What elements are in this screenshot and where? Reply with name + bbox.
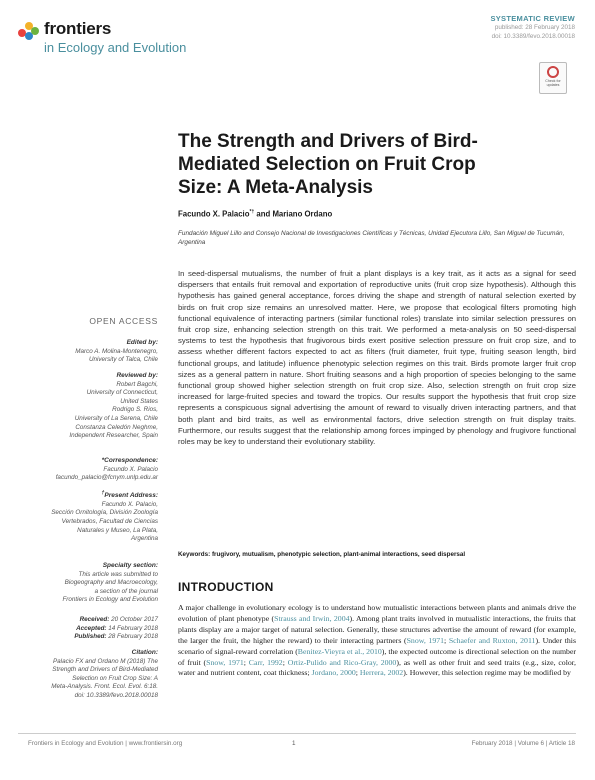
body-text: ), the expected outcome is directional selection on the number of fruit ( (178, 646, 577, 667)
present-address-line: Vertebrados, Facultad de Ciencias (61, 517, 158, 525)
edited-by (24, 339, 158, 365)
present-address-line: Argentina (131, 535, 158, 543)
present-address-mark: † (101, 490, 105, 496)
reviewer-line[interactable]: Robert Bagchi, (116, 380, 158, 388)
brand-name: frontiers (44, 19, 112, 38)
citation-heading: Citation: (131, 649, 158, 656)
abstract: In seed-dispersal mutualisms, the number of fruit a plant displays is a key trait, as it acts as a signal for seed dispersers that entails fruit removal and exportation of reproductive units (fruit crop size hypothesis). Although this hypothesis has gained general acceptance, forces driving the shape and strength of natural selection exerted by birds on fruit crop size remains an unresolved matter. Here, we propose that ecological filters promoting high functional equivalence of interacting partners (similar functional roles) translate into similar selection pressures on fruit crop size, enhancing selection strength on this trait. We performed a meta-analysis on 50 seed-dispersal systems to test the hypothesis that frugivorous birds exert positive selection pressure on fruit crop size, and to assess whether different factors expected to act as filters (fruit diameter, fruit type, fruiting season length, bird functional groups, and latitude) influence phenotypic selection regimes on this trait. Birds promote larger fruit crop sizes as a general pattern in nature. Short fruiting seasons and a high proportion of species belonging to the same functional group showed higher selection strength on fruit crop size. Also, selection strength on fruit crop size increased for large-fruited species and toward the tropics. Our results support the hypothesis that fruit crop size represents a conspicuous signal advertising the amount of reward to visually driven interacting partners, and that both plant and bird traits, as well as environmental factors, drive selection strength on fruit display traits. Furthermore, our results suggest that the relationship among forces impinged by phenology and frugivore functional roles may be key to understand their evolutionary stability. (178, 269, 576, 447)
specialty-line: This article was submitted to (78, 570, 158, 578)
citation-link[interactable]: Benitez-Vieyra et al., 2010 (297, 646, 382, 656)
author-marks: *† (249, 209, 255, 215)
frontiers-logo-icon (18, 22, 40, 44)
journal-name: in Ecology and Evolution (44, 40, 187, 55)
page-number: 1 (292, 740, 296, 747)
keywords-value: frugivory, mutualism, phenotypic selection, plant-animal interactions, seed dispersal (211, 551, 466, 558)
affiliation: Fundación Miguel Lillo and Consejo Nacional de Investigaciones Científicas y Técnicas, Unidad Ejecutora Lillo, San Miguel de Tucumán, Argentina (178, 230, 565, 246)
body-text: ; (282, 657, 288, 667)
history-received: Received: 20 October 2017 (79, 616, 158, 623)
correspondence-name: Facundo X. Palacio (103, 465, 158, 473)
frontiers-logo[interactable] (18, 18, 218, 58)
body-text: ). Under this scenario of signal-reward correlation ( (178, 635, 577, 656)
article-meta (490, 14, 575, 41)
edited-by-heading: Edited by: (126, 339, 158, 346)
section-heading-introduction: INTRODUCTION (178, 580, 274, 594)
doi[interactable]: doi: 10.3389/fevo.2018.00018 (491, 33, 575, 40)
body-text: ). Among plant traits involved in mutualistic interactions, the fruits that plants display are a major target of natural selection. Generally, these structures advertise the amount of reward (for example, the larger the fruit, the higher the reward) to their interacting partners ( (178, 613, 576, 645)
citation-line: Strength and Drivers of Bird-Mediated (52, 666, 158, 674)
author-list (178, 209, 332, 219)
citation-line: Selection on Fruit Crop Size: A (72, 674, 158, 682)
citation-line: Meta-Analysis. Front. Ecol. Evol. 6:18. (51, 683, 158, 691)
body-text: A major challenge in evolutionary ecology is to understand how mutualistic interactions between plants and animals drive the evolution of plant phenotype ( (178, 603, 576, 623)
citation-link[interactable]: Ortiz-Pulido and Rico-Gray, 2000 (287, 657, 397, 667)
body-text: ). However, this selection regime may be modified by (403, 668, 571, 678)
history-published: Published: 28 February 2018 (74, 633, 158, 641)
reviewer-line: University of Connecticut, (86, 389, 158, 397)
citation-link[interactable]: Snow, 1971 (406, 635, 445, 645)
keywords-label: Keywords: (178, 551, 211, 558)
citation-link[interactable]: Strauss and Irwin, 2004 (274, 613, 350, 623)
article-history (24, 616, 158, 642)
keywords (178, 551, 576, 558)
author-name[interactable]: Facundo X. Palacio (178, 209, 250, 219)
footer-journal-url[interactable]: Frontiers in Ecology and Evolution | www.frontiersin.org (28, 740, 183, 747)
footer-divider (18, 733, 576, 734)
body-text: ; (243, 657, 249, 667)
article-type: SYSTEMATIC REVIEW (490, 14, 575, 23)
specialty-heading: Specialty section: (102, 562, 158, 569)
specialty-line: Frontiers in Ecology and Evolution (62, 596, 158, 604)
citation-doi[interactable]: doi: 10.3389/fevo.2018.00018 (74, 691, 158, 699)
citation-link[interactable]: Herrera, 2002 (359, 668, 404, 678)
body-text: ; (355, 668, 360, 678)
citation-line: Palacio FX and Ordano M (2018) The (52, 657, 158, 665)
published-date: published: 28 February 2018 (494, 24, 575, 31)
reviewer-line: United States (120, 397, 158, 405)
reviewer-line[interactable]: Constanza Celedón Neghme, (75, 423, 158, 431)
specialty-line: a section of the journal (94, 587, 158, 595)
present-address-line: Naturales y Museo, La Plata, (77, 526, 158, 534)
open-access-label: OPEN ACCESS (89, 316, 158, 326)
citation-link[interactable]: Jordano, 2000 (311, 668, 356, 678)
author-name[interactable]: Mariano Ordano (272, 209, 333, 219)
citation-link[interactable]: Snow, 1971 (206, 657, 244, 667)
reviewed-by (24, 372, 158, 441)
present-address-heading: Present Address: (104, 492, 158, 500)
specialty-section (24, 562, 158, 605)
article-title: The Strength and Drivers of Bird-Mediated Selection on Fruit Crop Size: A Meta-Analysis (178, 131, 478, 198)
citation-link[interactable]: Schaefer and Ruxton, 2011 (448, 635, 536, 645)
body-text: ), as well as other fruit and seed traits (e.g., size, color, water and nutrient content, coat thickness; (178, 657, 577, 678)
present-address (24, 489, 158, 544)
author-separator: and (254, 209, 273, 219)
check-for-updates-button[interactable] (539, 62, 567, 94)
present-address-line: Facundo X. Palacio, (101, 500, 158, 508)
check-updates-label: Check for updates (545, 79, 561, 87)
reviewer-line[interactable]: Rodrigo S. Rios, (112, 406, 158, 414)
present-address-line: Sección Ornitología, División Zoología (51, 509, 158, 517)
reviewer-line: Independent Researcher, Spain (69, 432, 158, 440)
citation (24, 649, 158, 701)
introduction-paragraph (178, 603, 576, 679)
check-updates-icon (547, 66, 559, 78)
citation-link[interactable]: Carr, 1992 (248, 657, 283, 667)
reviewer-line: University of La Serena, Chile (74, 414, 158, 422)
specialty-line: Biogeography and Macroecology, (64, 579, 158, 587)
history-accepted: Accepted: 14 February 2018 (76, 624, 158, 632)
reviewed-by-heading: Reviewed by: (116, 372, 158, 379)
correspondence-heading: *Correspondence: (101, 457, 158, 464)
correspondence-email[interactable]: facundo_palacio@fcnym.unlp.edu.ar (55, 474, 158, 482)
correspondence (24, 457, 158, 483)
body-text: ; (444, 635, 449, 645)
editor-line: University of Talca, Chile (88, 356, 158, 364)
editor-line[interactable]: Marco A. Molina-Montenegro, (75, 347, 158, 355)
footer-issue-info: February 2018 | Volume 6 | Article 18 (471, 740, 575, 747)
